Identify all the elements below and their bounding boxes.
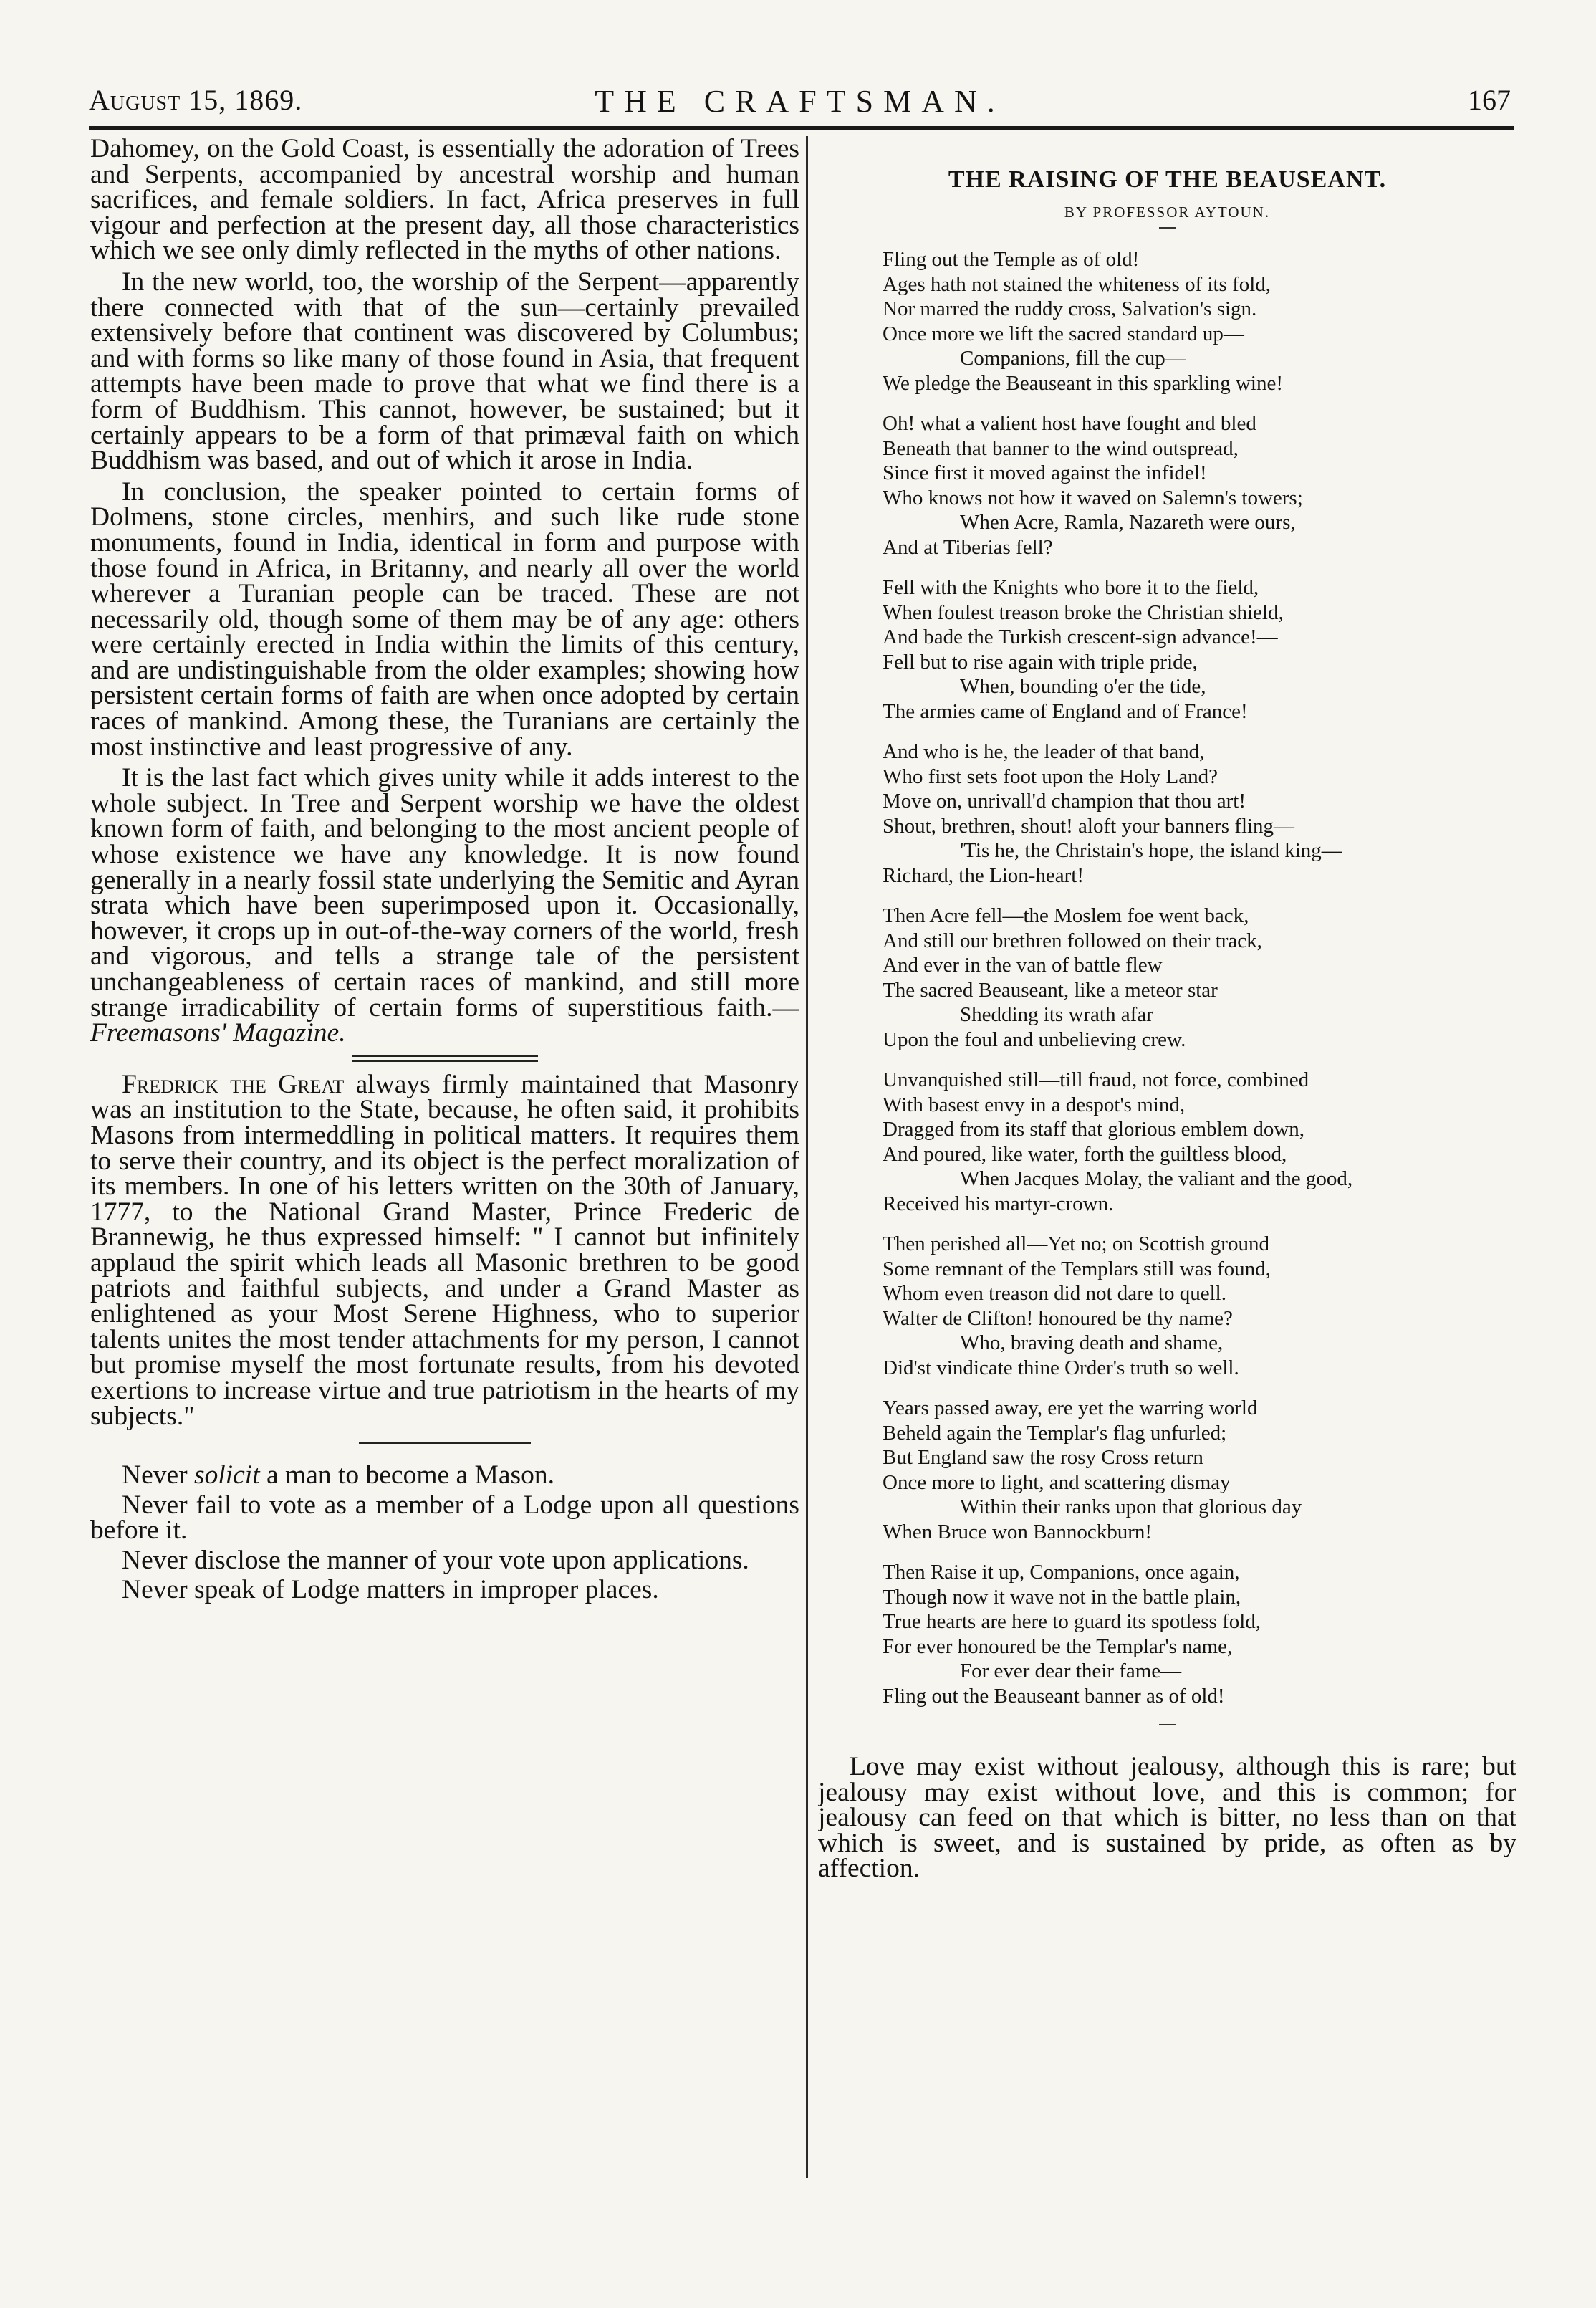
poem-stanza <box>883 904 1516 1052</box>
poem-line: Unvanquished still—till fraud, not force, combined <box>883 1068 1309 1091</box>
never-item-disclose: Never disclose the manner of your vote upon applications. <box>122 1545 749 1575</box>
poem-line: Walter de Clifton! honoured be thy name? <box>883 1306 1233 1330</box>
poem-title: THE RAISING OF THE BEAUSEANT. <box>948 166 1387 193</box>
poem-line: And at Tiberias fell? <box>883 535 1053 559</box>
poem-stanza <box>883 739 1516 888</box>
poem-line: The sacred Beauseant, like a meteor star <box>883 978 1218 1002</box>
poem-line: Once more we lift the sacred standard up— <box>883 322 1244 345</box>
paragraph-last-fact <box>90 765 799 1046</box>
poem-line: And bade the Turkish crescent-sign advance!— <box>883 626 1278 648</box>
poem-line: Once more to light, and scattering dismay <box>883 1470 1231 1494</box>
poem-line: When, bounding o'er the tide, <box>960 675 1206 698</box>
poem-line: For ever honoured be the Templar's name, <box>883 1634 1233 1658</box>
poem-stanza <box>883 1396 1516 1544</box>
poem-line: The armies came of England and of France! <box>883 699 1248 723</box>
poem-line: Did'st vindicate thine Order's truth so well. <box>883 1356 1239 1379</box>
source-citation: Freemasons' Magazine. <box>90 1018 346 1048</box>
frederick-text: always firmly maintained that Masonry was an institution to the State, because, he often said, it prohibits Masons from intermeddling in political matters. It requires them to serve their country, and its object is the perfect moralization of its members. In one of his letters written on the 30th of January, 1777, to the National Grand Master, Prince Frederic de Brannewig, he thus expressed himself: " I cannot but infinitely applaud the spirit which leads all Masonic brethren to be good patriots and faithful subjects, and under a Grand Master as enlightened as your Most Serene Highness, who to superior talents unites the most tender attachments for my person, I cannot but promise myself the most fortunate results, from his devoted exertions to increase virtue and true patriotism in the hearts of my subjects." <box>90 1069 799 1431</box>
paragraph-conclusion: In conclusion, the speaker pointed to certain forms of Dolmens, stone circles, menhirs, and such like rude stone monuments, found in India, identical in form and purpose with those found in Africa, in Britanny, and nearly all over the world wherever a Turanian people can be traced. These are not necessarily old, though some of them may be of any age: others were certainly erected in India within the limits of this century, and are undistinguishable from the older examples; showing how persistent certain forms of faith are when once adopted by certain races of mankind. Among these, the Turanians are certainly the most instinctive and least progressive of any. <box>90 477 799 762</box>
poem-line: Shedding its wrath afar <box>960 1003 1153 1026</box>
poem-line: Who knows not how it waved on Salemn's towers; <box>883 486 1303 509</box>
left-column <box>90 136 799 2178</box>
poem-line: When Acre, Ramla, Nazareth were ours, <box>960 511 1296 534</box>
poem-line: Fell with the Knights who bore it to the field, <box>883 576 1259 599</box>
poem-line: Some remnant of the Templars still was found, <box>883 1257 1271 1280</box>
poem-line: And still our brethren followed on their track, <box>883 929 1262 952</box>
poem-line: Beheld again the Templar's flag unfurled; <box>883 1421 1227 1445</box>
poem-line: And ever in the van of battle flew <box>883 954 1163 977</box>
byline-rule <box>1159 227 1176 229</box>
poem-line: Fling out the Beauseant banner as of old! <box>883 1684 1225 1708</box>
poem-line: But England saw the rosy Cross return <box>883 1446 1203 1469</box>
never-solicit-emph: solicit <box>193 1460 260 1490</box>
poem-line: Move on, unrivall'd champion that thou art! <box>883 790 1246 813</box>
poem-line: And poured, like water, forth the guiltless blood, <box>883 1142 1287 1166</box>
poem-body <box>818 247 1516 1708</box>
page-header <box>89 83 1511 126</box>
poem-line: When foulest treason broke the Christian shield, <box>883 600 1284 624</box>
paragraph-new-world: In the new world, too, the worship of the Serpent—apparently there connected with that of the sun—certainly prevailed extensively before that continent was discovered by Columbus; and with forms so like many of those found in Asia, that frequent attempts have been made to prove that what we find there is a form of Buddhism. This cannot, however, be sustained; but it certainly appears to be a form of that primæval faith on which Buddhism was based, and out of which it arose in India. <box>90 267 799 476</box>
poem-stanza <box>883 411 1516 560</box>
poem-stanza <box>883 247 1516 396</box>
column-divider <box>806 136 808 2178</box>
right-column <box>818 136 1516 2178</box>
poem-line: We pledge the Beauseant in this sparkling wine! <box>883 371 1283 395</box>
poem-byline: BY PROFESSOR AYTOUN. <box>1064 203 1271 221</box>
never-item-speak: Never speak of Lodge matters in improper places. <box>122 1575 659 1605</box>
poem-stanza <box>883 1068 1516 1216</box>
poem-line: Beneath that banner to the wind outspread, <box>883 436 1239 460</box>
poem-line: Then Acre fell—the Moslem foe went back, <box>883 904 1249 927</box>
poem-line: When Jacques Molay, the valiant and the good, <box>960 1167 1353 1190</box>
paragraph-frederick <box>90 1069 799 1431</box>
poem-stanza <box>883 1232 1516 1380</box>
poem-line: Ages hath not stained the whiteness of its fold, <box>883 272 1271 296</box>
frederick-lead: Fredrick the Great <box>122 1069 345 1099</box>
issue-date: August 15, 1869. <box>89 84 303 116</box>
never-item-vote: Never fail to vote as a member of a Lodge upon all questions before it. <box>90 1490 799 1546</box>
poem-line: Then perished all—Yet no; on Scottish ground <box>883 1232 1269 1255</box>
poem-line: Since first it moved against the infidel! <box>883 461 1207 484</box>
poem-line: Shout, brethren, shout! aloft your banners fling— <box>883 814 1295 838</box>
poem-line: True hearts are here to guard its spotless fold, <box>883 1610 1261 1633</box>
poem-line: When Bruce won Bannockburn! <box>883 1520 1153 1543</box>
never-list <box>90 1462 799 1603</box>
poem-line: Within their ranks upon that glorious day <box>960 1495 1302 1518</box>
poem-line: Who first sets foot upon the Holy Land? <box>883 765 1218 788</box>
last-fact-text: It is the last fact which gives unity while it adds interest to the whole subject. In Tree and Serpent worship we have the oldest known form of faith, and belonging to the most ancient people of whose existence we have any knowledge. It is now found generally in a nearly fossil state underlying the Semitic and Ayran strata which have been superimposed upon it. Occasionally, however, it crops up in out-of-the-way corners of the world, fresh and vigorous, and tells a strange tale of the persistent unchangeableness of certain races of mankind, and still more strange irradicability of certain forms of superstitious faith.— <box>90 763 799 1023</box>
never-item-solicit: Never solicit a man to become a Mason. <box>122 1460 554 1490</box>
poem-line: Upon the foul and unbelieving crew. <box>883 1028 1186 1051</box>
poem-line: With basest envy in a despot's mind, <box>883 1093 1186 1116</box>
page-number: 167 <box>1468 84 1511 116</box>
poem-line: Nor marred the ruddy cross, Salvation's sign. <box>883 297 1257 320</box>
poem-line: Companions, fill the cup— <box>960 347 1186 370</box>
poem-stanza <box>883 1560 1516 1708</box>
paragraph-love-jealousy: Love may exist without jealousy, although this is rare; but jealousy may exist without love, and this is common; for jealousy can feed on that which is bitter, no less than on that which is sweet, and is sustained by pride, as often as by affection. <box>818 1752 1516 1884</box>
poem-line: Richard, the Lion-heart! <box>883 863 1085 887</box>
header-rule <box>89 126 1514 130</box>
section-separator <box>352 1055 538 1062</box>
poem-end-rule <box>1159 1724 1176 1725</box>
poem-line: Then Raise it up, Companions, once again, <box>883 1561 1240 1584</box>
section-separator-2 <box>359 1442 531 1444</box>
poem-line: Oh! what a valient host have fought and bled <box>883 412 1256 435</box>
paragraph-dahomey: Dahomey, on the Gold Coast, is essentially the adoration of Trees and Serpents, accompanied by ancestral worship and human sacrifices, and female soldiers. In fact, Africa preserves in full vigour and perfection at the present day, all those characteristics which we see only dimly reflected in the myths of other nations. <box>90 136 799 266</box>
poem-line: Dragged from its staff that glorious emblem down, <box>883 1118 1305 1141</box>
poem-line: Received his martyr-crown. <box>883 1192 1114 1215</box>
poem-line: Years passed away, ere yet the warring world <box>883 1397 1258 1419</box>
poem-line: For ever dear their fame— <box>960 1660 1182 1682</box>
poem-line: Though now it wave not in the battle plain, <box>883 1585 1241 1609</box>
poem-line: Fling out the Temple as of old! <box>883 248 1140 271</box>
poem-line: 'Tis he, the Christain's hope, the island king— <box>960 839 1342 862</box>
publication-title: THE CRAFTSMAN. <box>595 84 1005 119</box>
poem-stanza <box>883 575 1516 724</box>
poem-line: And who is he, the leader of that band, <box>883 740 1205 763</box>
poem-line: Fell but to rise again with triple pride, <box>883 650 1198 674</box>
poem-line: Who, braving death and shame, <box>960 1331 1224 1354</box>
poem-line: Whom even treason did not dare to quell. <box>883 1282 1226 1305</box>
